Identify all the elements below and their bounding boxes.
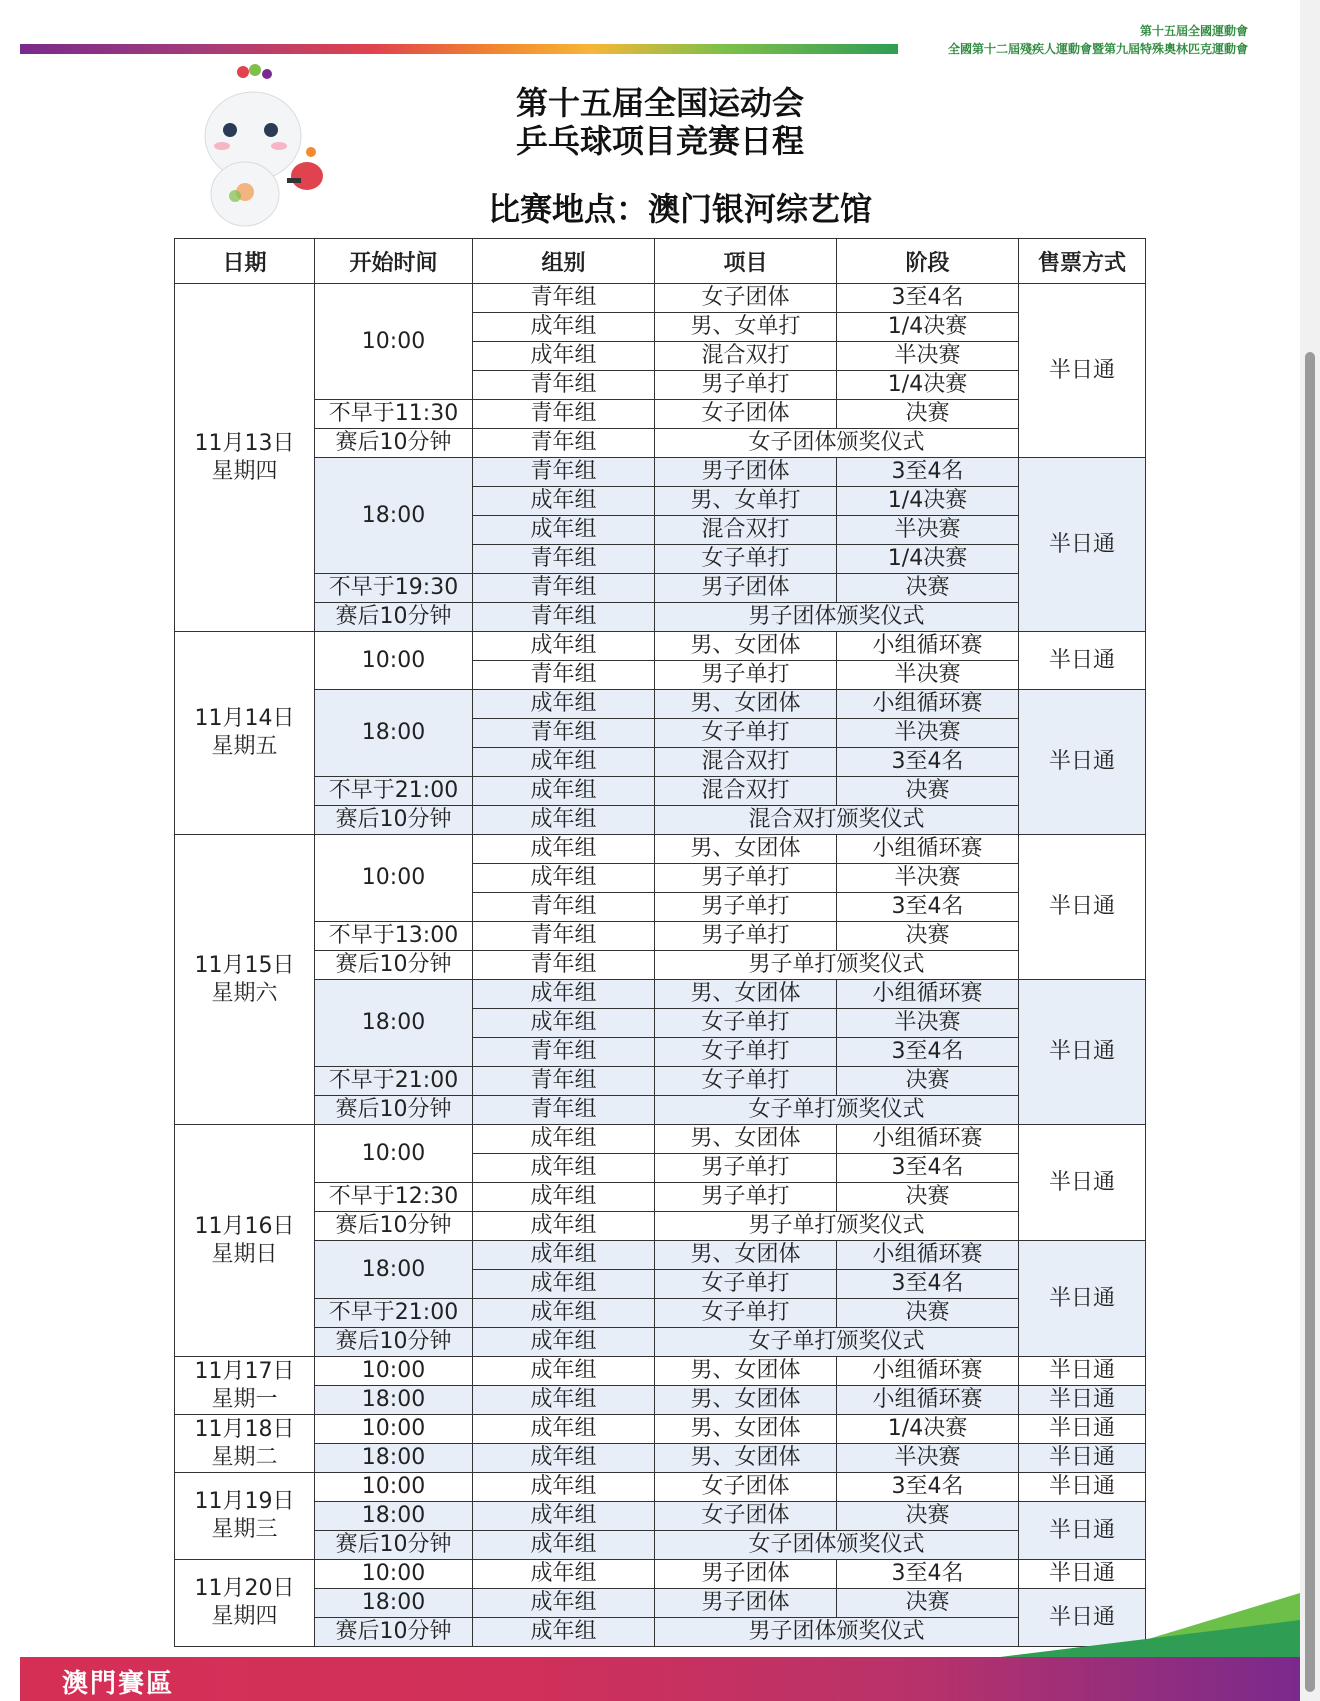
table-cell: 青年组	[473, 922, 655, 951]
table-cell: 小组循环赛	[837, 1241, 1019, 1270]
table-cell: 男、女团体	[655, 632, 837, 661]
table-cell: 男子单打	[655, 1183, 837, 1212]
table-cell: 男子单打	[655, 864, 837, 893]
table-cell: 青年组	[473, 429, 655, 458]
table-cell: 混合双打	[655, 748, 837, 777]
table-cell: 女子单打	[655, 1299, 837, 1328]
table-cell: 赛后10分钟	[315, 1618, 473, 1647]
table-cell: 10:00	[315, 1560, 473, 1589]
table-cell: 半日通	[1019, 1502, 1146, 1560]
table-cell: 不早于21:00	[315, 1299, 473, 1328]
header-start-time: 开始时间	[315, 239, 473, 284]
table-cell: 决赛	[837, 922, 1019, 951]
table-cell: 女子单打颁奖仪式	[655, 1096, 1019, 1125]
table-cell: 男、女单打	[655, 313, 837, 342]
table-cell: 小组循环赛	[837, 980, 1019, 1009]
page-title-line-1: 第十五届全国运动会	[515, 84, 804, 122]
table-cell: 18:00	[315, 980, 473, 1067]
table-cell: 男子团体	[655, 574, 837, 603]
table-cell: 3至4名	[837, 1154, 1019, 1183]
header-stage: 阶段	[837, 239, 1019, 284]
header-ticketing: 售票方式	[1019, 239, 1146, 284]
table-cell: 青年组	[473, 458, 655, 487]
header-group: 组别	[473, 239, 655, 284]
table-cell: 男、女团体	[655, 1357, 837, 1386]
table-cell: 成年组	[473, 1386, 655, 1415]
table-cell: 18:00	[315, 1444, 473, 1473]
table-cell: 半决赛	[837, 516, 1019, 545]
table-cell: 混合双打	[655, 342, 837, 371]
table-cell: 半日通	[1019, 1444, 1146, 1473]
table-cell: 青年组	[473, 371, 655, 400]
table-cell: 18:00	[315, 1241, 473, 1299]
table-cell: 半日通	[1019, 1560, 1146, 1589]
table-cell: 成年组	[473, 1009, 655, 1038]
table-cell: 1/4决赛	[837, 1415, 1019, 1444]
table-cell: 18:00	[315, 1502, 473, 1531]
table-cell: 女子单打	[655, 719, 837, 748]
venue-label: 比赛地点：澳门银河综艺馆	[487, 190, 872, 228]
table-cell: 成年组	[473, 1560, 655, 1589]
table-cell: 1/4决赛	[837, 545, 1019, 574]
table-cell: 成年组	[473, 342, 655, 371]
table-cell: 赛后10分钟	[315, 429, 473, 458]
table-cell: 成年组	[473, 835, 655, 864]
table-cell: 混合双打	[655, 516, 837, 545]
table-cell: 不早于21:00	[315, 777, 473, 806]
table-cell: 11月20日 星期四	[175, 1560, 315, 1647]
table-cell: 半日通	[1019, 1125, 1146, 1241]
table-cell: 成年组	[473, 806, 655, 835]
table-cell: 成年组	[473, 632, 655, 661]
table-cell: 成年组	[473, 1415, 655, 1444]
table-cell: 青年组	[473, 284, 655, 313]
table-cell: 不早于19:30	[315, 574, 473, 603]
table-cell: 成年组	[473, 1502, 655, 1531]
table-cell: 决赛	[837, 1502, 1019, 1531]
table-cell: 成年组	[473, 1328, 655, 1357]
table-cell: 男子团体颁奖仪式	[655, 603, 1019, 632]
table-cell: 男、女团体	[655, 690, 837, 719]
table-cell: 半决赛	[837, 1009, 1019, 1038]
table-cell: 半决赛	[837, 864, 1019, 893]
games-line-2: 全國第十二屆殘疾人運動會暨第九屆特殊奧林匹克運動會	[947, 42, 1248, 56]
table-cell: 女子单打	[655, 1038, 837, 1067]
table-cell: 3至4名	[837, 1560, 1019, 1589]
table-cell: 成年组	[473, 1299, 655, 1328]
table-cell: 成年组	[473, 777, 655, 806]
table-cell: 11月18日 星期二	[175, 1415, 315, 1473]
table-cell: 成年组	[473, 690, 655, 719]
table-cell: 成年组	[473, 1212, 655, 1241]
scrollbar[interactable]	[1300, 0, 1320, 1701]
table-cell: 不早于21:00	[315, 1067, 473, 1096]
table-cell: 成年组	[473, 1473, 655, 1502]
table-cell: 18:00	[315, 458, 473, 574]
table-cell: 11月13日 星期四	[175, 284, 315, 632]
table-cell: 10:00	[315, 1125, 473, 1183]
table-cell: 女子单打	[655, 545, 837, 574]
table-cell: 青年组	[473, 603, 655, 632]
table-cell: 男子单打	[655, 371, 837, 400]
table-cell: 小组循环赛	[837, 690, 1019, 719]
table-cell: 赛后10分钟	[315, 1212, 473, 1241]
table-cell: 混合双打	[655, 777, 837, 806]
table-cell: 半决赛	[837, 719, 1019, 748]
table-cell: 半日通	[1019, 632, 1146, 690]
table-cell: 3至4名	[837, 1270, 1019, 1299]
table-cell: 青年组	[473, 719, 655, 748]
table-cell: 11月19日 星期三	[175, 1473, 315, 1560]
table-cell: 女子团体	[655, 400, 837, 429]
scrollbar-thumb[interactable]	[1305, 352, 1315, 1692]
table-cell: 1/4决赛	[837, 487, 1019, 516]
table-cell: 青年组	[473, 545, 655, 574]
table-cell: 10:00	[315, 1357, 473, 1386]
table-cell: 男子单打	[655, 922, 837, 951]
table-cell: 男子单打	[655, 1154, 837, 1183]
table-cell: 男子单打颁奖仪式	[655, 951, 1019, 980]
table-cell: 青年组	[473, 574, 655, 603]
table-cell: 赛后10分钟	[315, 603, 473, 632]
page-title-line-2: 乒乓球项目竞赛日程	[515, 122, 804, 160]
table-cell: 男、女团体	[655, 1241, 837, 1270]
table-cell: 女子团体颁奖仪式	[655, 429, 1019, 458]
table-cell: 男、女团体	[655, 1125, 837, 1154]
table-cell: 决赛	[837, 1067, 1019, 1096]
table-cell: 成年组	[473, 1125, 655, 1154]
table-cell: 小组循环赛	[837, 632, 1019, 661]
table-cell: 半日通	[1019, 690, 1146, 835]
table-cell: 半日通	[1019, 1589, 1146, 1647]
table-cell: 11月17日 星期一	[175, 1357, 315, 1415]
table-cell: 成年组	[473, 1589, 655, 1618]
table-cell: 赛后10分钟	[315, 1328, 473, 1357]
table-cell: 成年组	[473, 1444, 655, 1473]
table-cell: 成年组	[473, 1183, 655, 1212]
table-cell: 10:00	[315, 284, 473, 400]
table-cell: 11月16日 星期日	[175, 1125, 315, 1357]
table-cell: 3至4名	[837, 748, 1019, 777]
table-cell: 女子团体颁奖仪式	[655, 1531, 1019, 1560]
table-cell: 决赛	[837, 777, 1019, 806]
table-cell: 小组循环赛	[837, 1125, 1019, 1154]
table-cell: 18:00	[315, 1589, 473, 1618]
table-cell: 男、女团体	[655, 1386, 837, 1415]
table-cell: 男、女单打	[655, 487, 837, 516]
table-cell: 女子团体	[655, 1473, 837, 1502]
table-cell: 10:00	[315, 632, 473, 690]
table-cell: 半决赛	[837, 1444, 1019, 1473]
table-cell: 赛后10分钟	[315, 806, 473, 835]
table-cell: 成年组	[473, 1357, 655, 1386]
table-cell: 男、女团体	[655, 1444, 837, 1473]
table-cell: 11月15日 星期六	[175, 835, 315, 1125]
table-cell: 青年组	[473, 893, 655, 922]
table-cell: 成年组	[473, 487, 655, 516]
table-cell: 小组循环赛	[837, 835, 1019, 864]
table-cell: 男子团体颁奖仪式	[655, 1618, 1019, 1647]
table-cell: 青年组	[473, 1067, 655, 1096]
table-cell: 3至4名	[837, 1473, 1019, 1502]
table-cell: 半日通	[1019, 284, 1146, 458]
header-event: 项目	[655, 239, 837, 284]
table-cell: 3至4名	[837, 284, 1019, 313]
table-cell: 男子单打	[655, 893, 837, 922]
table-cell: 男子团体	[655, 1589, 837, 1618]
table-cell: 小组循环赛	[837, 1386, 1019, 1415]
table-cell: 青年组	[473, 1096, 655, 1125]
table-cell: 半日通	[1019, 980, 1146, 1125]
table-cell: 成年组	[473, 1154, 655, 1183]
table-cell: 成年组	[473, 1531, 655, 1560]
table-cell: 青年组	[473, 951, 655, 980]
table-cell: 半日通	[1019, 1473, 1146, 1502]
table-cell: 不早于11:30	[315, 400, 473, 429]
table-cell: 女子单打	[655, 1009, 837, 1038]
table-cell: 男子团体	[655, 1560, 837, 1589]
table-cell: 18:00	[315, 1386, 473, 1415]
table-cell: 半日通	[1019, 1386, 1146, 1415]
table-cell: 男子单打颁奖仪式	[655, 1212, 1019, 1241]
table-cell: 决赛	[837, 1183, 1019, 1212]
table-cell: 青年组	[473, 1038, 655, 1067]
table-cell: 1/4决赛	[837, 371, 1019, 400]
table-cell: 成年组	[473, 1241, 655, 1270]
table-cell: 半日通	[1019, 1415, 1146, 1444]
table-cell: 半决赛	[837, 342, 1019, 371]
table-cell: 不早于12:30	[315, 1183, 473, 1212]
games-line-1: 第十五屆全國運動會	[1139, 24, 1248, 38]
table-cell: 10:00	[315, 1473, 473, 1502]
table-cell: 混合双打颁奖仪式	[655, 806, 1019, 835]
table-cell: 半日通	[1019, 835, 1146, 980]
region-label: 澳門賽區	[62, 1669, 175, 1699]
table-cell: 3至4名	[837, 1038, 1019, 1067]
table-cell: 女子单打	[655, 1067, 837, 1096]
table-cell: 小组循环赛	[837, 1357, 1019, 1386]
table-cell: 成年组	[473, 313, 655, 342]
table-cell: 成年组	[473, 980, 655, 1009]
table-cell: 女子团体	[655, 284, 837, 313]
table-cell: 成年组	[473, 864, 655, 893]
table-cell: 半决赛	[837, 661, 1019, 690]
table-cell: 3至4名	[837, 893, 1019, 922]
table-cell: 决赛	[837, 574, 1019, 603]
table-cell: 男、女团体	[655, 1415, 837, 1444]
table-cell: 男子团体	[655, 458, 837, 487]
table-cell: 成年组	[473, 1618, 655, 1647]
table-cell: 决赛	[837, 1299, 1019, 1328]
table-cell: 成年组	[473, 748, 655, 777]
table-cell: 成年组	[473, 1270, 655, 1299]
table-cell: 青年组	[473, 661, 655, 690]
table-cell: 女子单打颁奖仪式	[655, 1328, 1019, 1357]
table-cell: 决赛	[837, 1589, 1019, 1618]
table-cell: 赛后10分钟	[315, 951, 473, 980]
table-cell: 18:00	[315, 690, 473, 777]
table-cell: 成年组	[473, 516, 655, 545]
table-cell: 女子团体	[655, 1502, 837, 1531]
table-cell: 半日通	[1019, 1241, 1146, 1357]
table-cell: 半日通	[1019, 1357, 1146, 1386]
table-cell: 半日通	[1019, 458, 1146, 632]
table-cell: 赛后10分钟	[315, 1096, 473, 1125]
header-date: 日期	[175, 239, 315, 284]
bottom-band	[20, 1657, 1300, 1701]
table-cell: 1/4决赛	[837, 313, 1019, 342]
table-cell: 男、女团体	[655, 835, 837, 864]
table-cell: 不早于13:00	[315, 922, 473, 951]
table-cell: 青年组	[473, 400, 655, 429]
table-cell: 3至4名	[837, 458, 1019, 487]
table-cell: 赛后10分钟	[315, 1531, 473, 1560]
table-cell: 11月14日 星期五	[175, 632, 315, 835]
table-cell: 男、女团体	[655, 980, 837, 1009]
table-cell: 男子单打	[655, 661, 837, 690]
table-cell: 10:00	[315, 1415, 473, 1444]
table-cell: 女子单打	[655, 1270, 837, 1299]
table-cell: 决赛	[837, 400, 1019, 429]
table-cell: 10:00	[315, 835, 473, 922]
